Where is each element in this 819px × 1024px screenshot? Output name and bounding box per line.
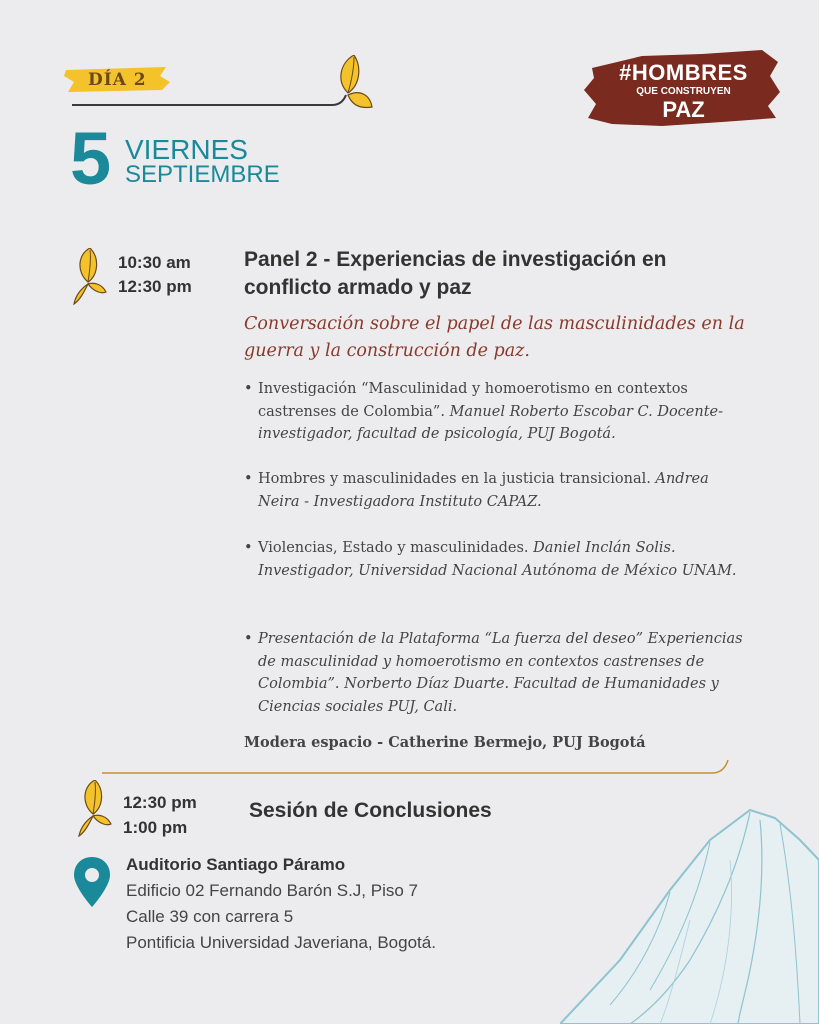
header-divider-line: [70, 55, 380, 115]
day-number: 5: [70, 117, 112, 200]
item-text: Hombres y masculinidades en la justicia transicional.: [258, 471, 651, 487]
item-text: Violencias, Estado y masculinidades.: [258, 540, 529, 556]
brand-logo-line3: PAZ: [662, 97, 705, 122]
leaf-icon: [72, 248, 108, 308]
venue-address-line2: Calle 39 con carrera 5: [126, 907, 294, 926]
panel-time-end: 12:30 pm: [118, 277, 192, 296]
list-item: [244, 537, 744, 582]
list-item: [244, 628, 744, 718]
session-title: Sesión de Conclusiones: [249, 799, 492, 822]
session-time-end: 1:00 pm: [123, 818, 188, 837]
venue-address-line3: Pontificia Universidad Javeriana, Bogotá.: [126, 933, 436, 952]
month: SEPTIEMBRE: [125, 161, 280, 188]
weekday: VIERNES: [125, 134, 248, 165]
mountain-illustration: [560, 800, 819, 1024]
session-time-start: 12:30 pm: [123, 793, 197, 812]
venue-address-line1: Edificio 02 Fernando Barón S.J, Piso 7: [126, 881, 418, 900]
section-divider: [100, 756, 732, 776]
panel-subtitle: Conversación sobre el papel de las masculinidades en la guerra y la construcción de paz.: [244, 314, 745, 361]
list-item: [244, 468, 744, 513]
item-author: Andrea Neira - Investigadora Instituto CAPAZ.: [258, 471, 709, 510]
item-author: Manuel Roberto Escobar C. Docente-investigador, facultad de psicología, PUJ Bogotá.: [258, 403, 724, 442]
list-item: [244, 378, 744, 446]
bullet-icon: •: [244, 631, 253, 647]
location-pin-icon: [72, 855, 112, 909]
venue-name: Auditorio Santiago Páramo: [126, 855, 346, 874]
item-author: Presentación de la Plataforma “La fuerza del deseo” Experiencias de masculinidad y homoerotismo en contextos castrenses de Colombia”. Norberto Díaz Duarte. Facultad de Humanidades y Ciencias sociales PUJ, Cali.: [258, 631, 743, 715]
panel-time-start: 10:30 am: [118, 253, 191, 272]
leaf-icon: [77, 780, 113, 840]
bullet-icon: •: [244, 540, 253, 556]
moderator: Modera espacio - Catherine Bermejo, PUJ Bogotá: [244, 734, 646, 751]
item-author: Daniel Inclán Solis. Investigador, Universidad Nacional Autónoma de México UNAM.: [258, 540, 737, 579]
brand-logo-line2: QUE CONSTRUYEN: [636, 86, 731, 97]
panel-title: Panel 2 - Experiencias de investigación en conflicto armado y paz: [244, 248, 667, 299]
bullet-icon: •: [244, 471, 253, 487]
brand-logo-line1: #HOMBRES: [619, 60, 748, 85]
day-label: DÍA 2: [88, 70, 147, 90]
item-text: Investigación “Masculinidad y homoerotismo en contextos castrenses de Colombia”.: [258, 381, 688, 420]
bullet-icon: •: [244, 381, 253, 397]
